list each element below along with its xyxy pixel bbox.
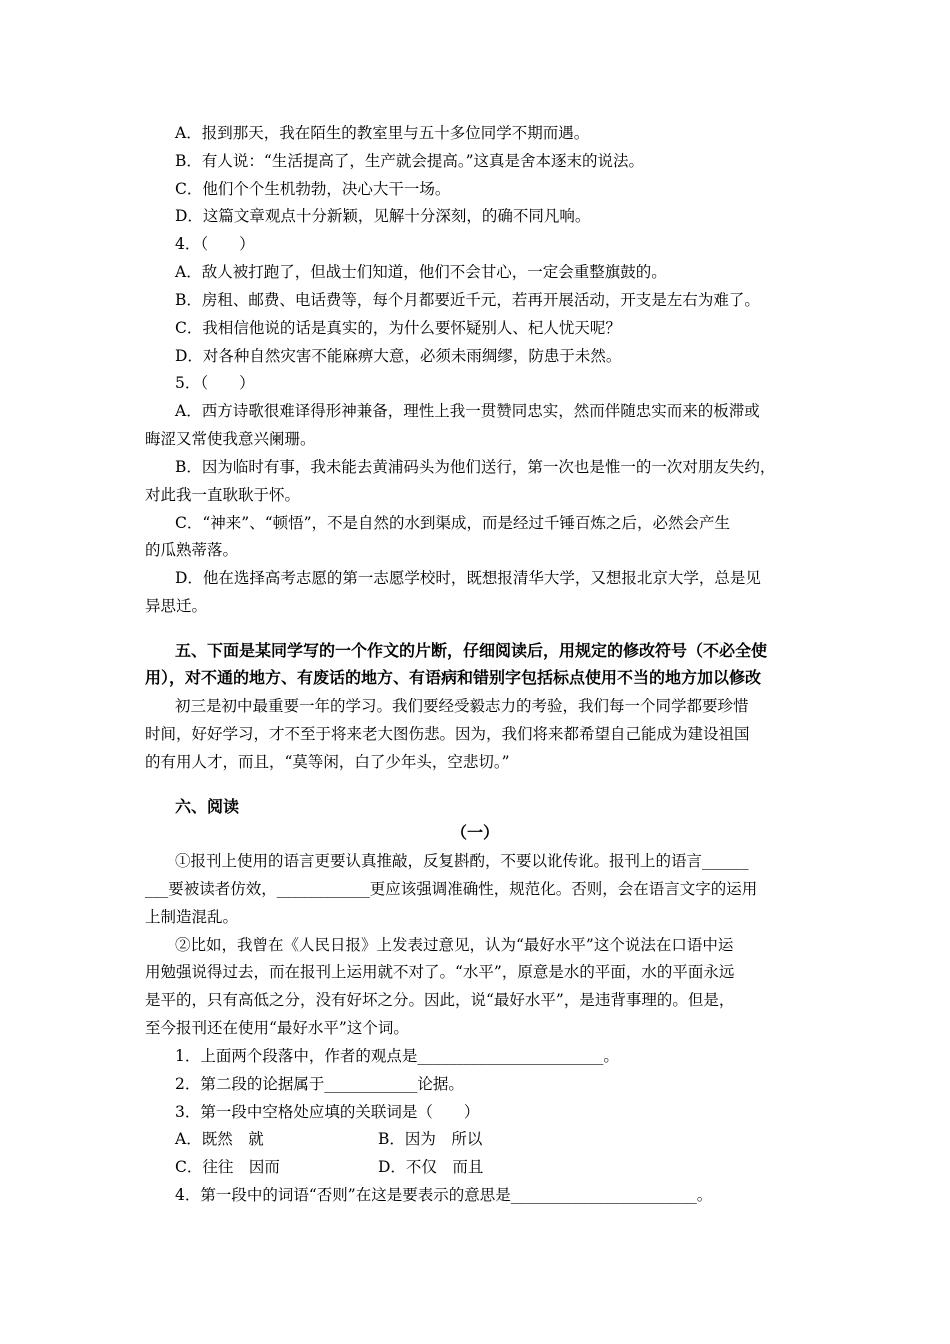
reading-question-4: 4．第一段中的词语“否则”在这是要表示的意思是________________________。 <box>175 1186 713 1204</box>
reading-question-3: 3．第一段中空格处应填的关联词是（ ） <box>175 1103 480 1121</box>
essay-line-1: 初三是初中最重要一年的学习。我们要经受毅志力的考验，我们每一个同学都要珍惜 <box>175 697 749 715</box>
section-6-heading: 六、阅读 <box>175 797 240 816</box>
reading-1-title: （一） <box>450 823 499 842</box>
option-5b: B．因为临时有事，我未能去黄浦码头为他们送行，第一次也是惟一的一次对朋友失约， <box>175 458 776 476</box>
option-3b: B．有人说：“生活提高了，生产就会提高。”这真是舍本逐末的说法。 <box>175 152 644 170</box>
section-5-heading-cont: 用），对不通的地方、有废话的地方、有语病和错别字包括标点使用不当的地方加以修改 <box>145 668 762 687</box>
option-5c-cont: 的瓜熟蒂落。 <box>145 541 239 559</box>
option-3d: D．这篇文章观点十分新颖，见解十分深刻，的确不同凡响。 <box>175 207 591 225</box>
passage-p1-line-3: 上制造混乱。 <box>145 908 239 926</box>
option-5a: A．西方诗歌很难译得形神兼备，理性上我一贯赞同忠实，然而伴随忠实而来的板滞或 <box>175 402 760 420</box>
option-3a: A．报到那天，我在陌生的教室里与五十多位同学不期而遇。 <box>175 124 590 142</box>
passage-p2-line-4: 至今报刊还在使用“最好水平”这个词。 <box>145 1019 409 1037</box>
choice-a: A．既然 就 <box>175 1130 264 1148</box>
option-4c: C．我相信他说的话是真实的，为什么要怀疑别人、杞人忧天呢？ <box>175 319 621 337</box>
option-3c: C．他们个个生机勃勃，决心大干一场。 <box>175 180 451 198</box>
option-4b: B．房租、邮费、电话费等，每个月都要近千元，若再开展活动，开支是左右为难了。 <box>175 291 760 309</box>
passage-p1-line-2: ___要被读者仿效，____________更应该强调准确性，规范化。否则，会在语言文字的运用 <box>145 880 758 898</box>
passage-p1-line-1: ①报刊上使用的语言更要认真推敲，反复斟酌，不要以讹传讹。报刊上的语言______ <box>175 852 749 870</box>
essay-line-3: 的有用人才，而且，“莫等闲，白了少年头，空悲切。” <box>145 753 510 771</box>
passage-p2-line-3: 是平的，只有高低之分，没有好坏之分。因此，说“最好水平”，是违背事理的。但是， <box>145 991 735 1009</box>
section-5-heading: 五、下面是某同学写的一个作文的片断，仔细阅读后，用规定的修改符号（不必全使 <box>175 641 768 660</box>
option-5a-cont: 晦涩又常使我意兴阑珊。 <box>145 430 316 448</box>
option-4d: D．对各种自然灾害不能麻痹大意，必须未雨绸缪，防患于未然。 <box>175 347 622 365</box>
passage-p2-line-1: ②比如，我曾在《人民日报》上发表过意见，认为“最好水平”这个说法在口语中运 <box>175 936 734 954</box>
option-5c: C．“神来”、“顿悟”，不是自然的水到渠成，而是经过千锤百炼之后，必然会产生 <box>175 514 731 532</box>
option-4a: A．敌人被打跑了，但战士们知道，他们不会甘心，一定会重整旗鼓的。 <box>175 263 667 281</box>
question-5: 5．（ ） <box>175 374 255 392</box>
choice-c: C．往往 因而 <box>175 1158 280 1176</box>
option-5b-cont: 对此我一直耿耿于怀。 <box>145 486 301 504</box>
choice-d: D．不仅 而且 <box>378 1158 484 1176</box>
choice-b: B．因为 所以 <box>378 1130 483 1148</box>
essay-line-2: 时间，好好学习，才不至于将来老大图伤悲。因为，我们将来都希望自己能成为建设祖国 <box>145 725 750 743</box>
passage-p2-line-2: 用勉强说得过去，而在报刊上运用就不对了。“水平”，原意是水的平面，水的平面永远 <box>145 963 735 981</box>
reading-question-2: 2．第二段的论据属于____________论据。 <box>175 1075 464 1093</box>
option-5d: D．他在选择高考志愿的第一志愿学校时，既想报清华大学，又想报北京大学，总是见 <box>175 569 761 587</box>
reading-question-1: 1．上面两个段落中，作者的观点是________________________。 <box>175 1047 619 1065</box>
option-5d-cont: 异思迁。 <box>145 597 208 615</box>
question-4: 4．（ ） <box>175 235 255 253</box>
